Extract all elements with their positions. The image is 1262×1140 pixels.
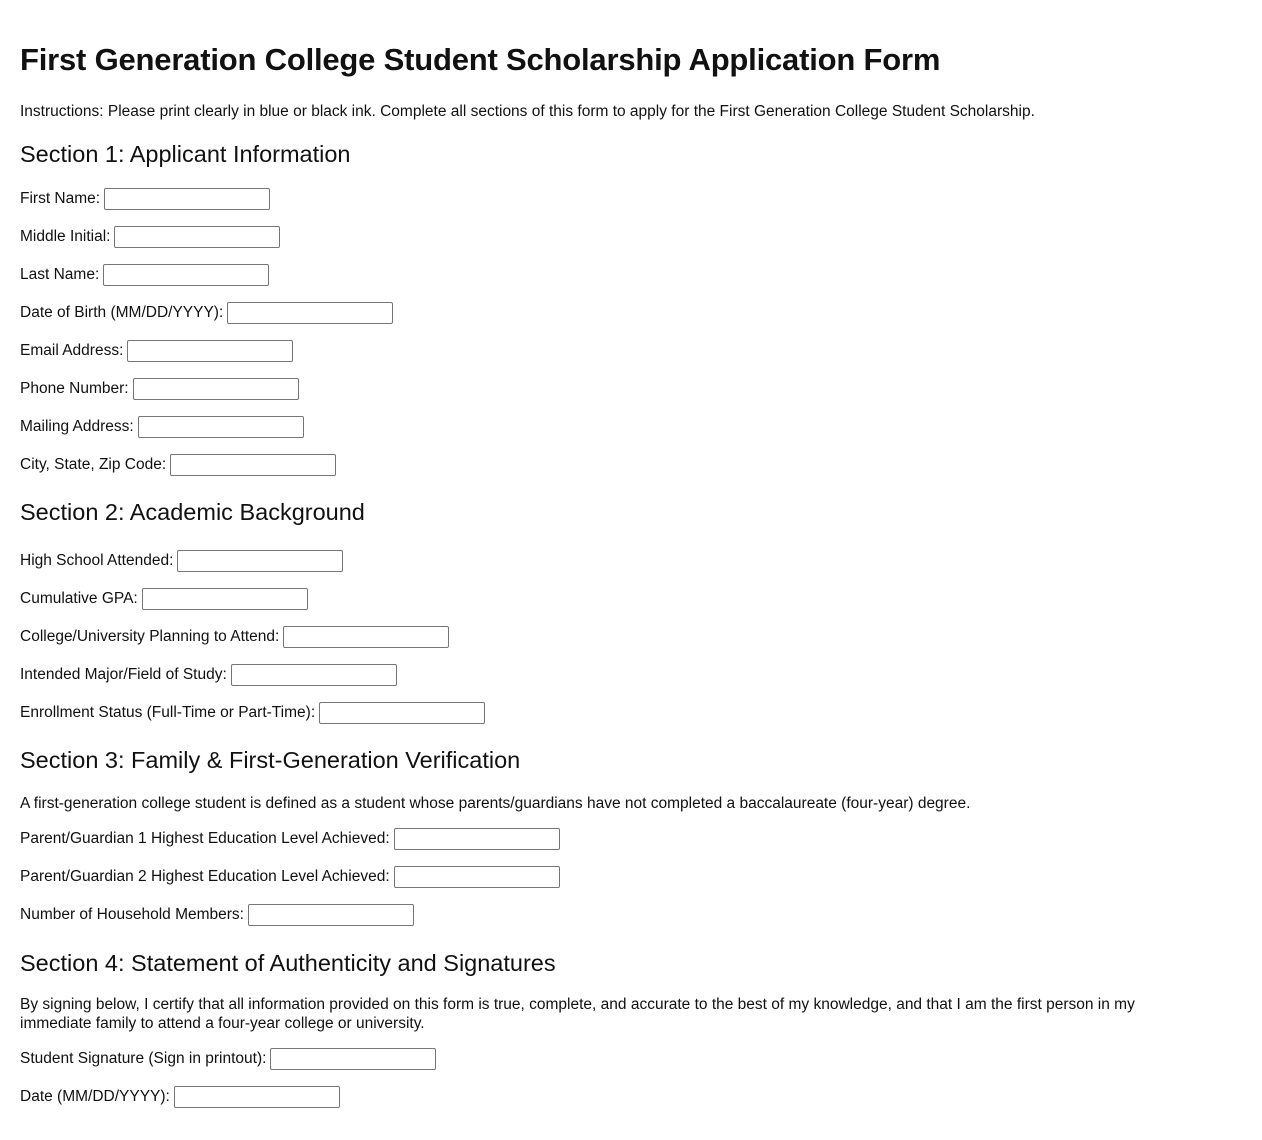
cumulative-gpa-row	[20, 580, 1242, 618]
household-members-row	[20, 896, 1242, 934]
city-state-zip-row	[20, 446, 1242, 484]
section-heading: Section 4: Statement of Authenticity and Signatures	[20, 950, 556, 976]
section-applicant-information	[20, 139, 1242, 484]
student-signature-row	[20, 1040, 1242, 1078]
last-name-label: Last Name:	[20, 266, 100, 283]
first-name-input[interactable]	[104, 188, 270, 210]
section-authenticity-signatures	[20, 948, 1242, 1116]
phone-number-row	[20, 370, 1242, 408]
parent-1-education-label: Parent/Guardian 1 Highest Education Level Achieved:	[20, 830, 390, 847]
parent-1-education-input[interactable]	[394, 828, 560, 850]
phone-number-label: Phone Number:	[20, 380, 129, 397]
student-signature-label: Student Signature (Sign in printout):	[20, 1050, 267, 1067]
household-members-label: Number of Household Members:	[20, 906, 244, 923]
parent-2-education-row	[20, 858, 1242, 896]
authenticity-statement: By signing below, I certify that all information provided on this form is true, complete, and accurate to the best of my knowledge, and that I am the first person in my immediate family to attend a four-year college or university.	[20, 996, 1135, 1032]
mailing-address-label: Mailing Address:	[20, 418, 134, 435]
first-generation-definition: A first-generation college student is defined as a student whose parents/guardians have not completed a baccalaureate (four-year) degree.	[20, 795, 971, 812]
parent-2-education-input[interactable]	[394, 866, 560, 888]
cumulative-gpa-input[interactable]	[142, 588, 308, 610]
enrollment-status-input[interactable]	[319, 702, 485, 724]
college-label: College/University Planning to Attend:	[20, 628, 280, 645]
first-name-label: First Name:	[20, 190, 101, 207]
high-school-row	[20, 542, 1242, 580]
email-address-input[interactable]	[127, 340, 293, 362]
city-state-zip-input[interactable]	[170, 454, 336, 476]
intended-major-label: Intended Major/Field of Study:	[20, 666, 227, 683]
last-name-input[interactable]	[103, 264, 269, 286]
mailing-address-row	[20, 408, 1242, 446]
household-members-input[interactable]	[248, 904, 414, 926]
first-name-row	[20, 180, 1242, 218]
signature-date-row	[20, 1078, 1242, 1116]
email-address-label: Email Address:	[20, 342, 124, 359]
phone-number-input[interactable]	[133, 378, 299, 400]
form-title: First Generation College Student Scholarship Application Form	[20, 42, 941, 77]
college-input[interactable]	[283, 626, 449, 648]
city-state-zip-label: City, State, Zip Code:	[20, 456, 167, 473]
middle-initial-label: Middle Initial:	[20, 228, 111, 245]
section-heading: Section 3: Family & First-Generation Verification	[20, 747, 521, 773]
cumulative-gpa-label: Cumulative GPA:	[20, 590, 138, 607]
middle-initial-row	[20, 218, 1242, 256]
enrollment-status-row	[20, 694, 1242, 732]
parent-2-education-label: Parent/Guardian 2 Highest Education Level Achieved:	[20, 868, 390, 885]
section-academic-background	[20, 497, 1242, 732]
parent-1-education-row	[20, 820, 1242, 858]
enrollment-status-label: Enrollment Status (Full-Time or Part-Time):	[20, 704, 316, 721]
date-of-birth-input[interactable]	[227, 302, 393, 324]
email-address-row	[20, 332, 1242, 370]
intended-major-row	[20, 656, 1242, 694]
section-heading: Section 1: Applicant Information	[20, 141, 351, 167]
high-school-input[interactable]	[177, 550, 343, 572]
student-signature-input[interactable]	[270, 1048, 436, 1070]
last-name-row	[20, 256, 1242, 294]
signature-date-label: Date (MM/DD/YYYY):	[20, 1088, 170, 1105]
high-school-label: High School Attended:	[20, 552, 174, 569]
section-family-verification	[20, 745, 1242, 934]
college-row	[20, 618, 1242, 656]
date-of-birth-row	[20, 294, 1242, 332]
mailing-address-input[interactable]	[138, 416, 304, 438]
intended-major-input[interactable]	[231, 664, 397, 686]
date-of-birth-label: Date of Birth (MM/DD/YYYY):	[20, 304, 224, 321]
middle-initial-input[interactable]	[114, 226, 280, 248]
section-heading: Section 2: Academic Background	[20, 499, 365, 525]
signature-date-input[interactable]	[174, 1086, 340, 1108]
form-instructions: Instructions: Please print clearly in blue or black ink. Complete all sections of this form to apply for the First Generation College Student Scholarship.	[20, 103, 1035, 120]
